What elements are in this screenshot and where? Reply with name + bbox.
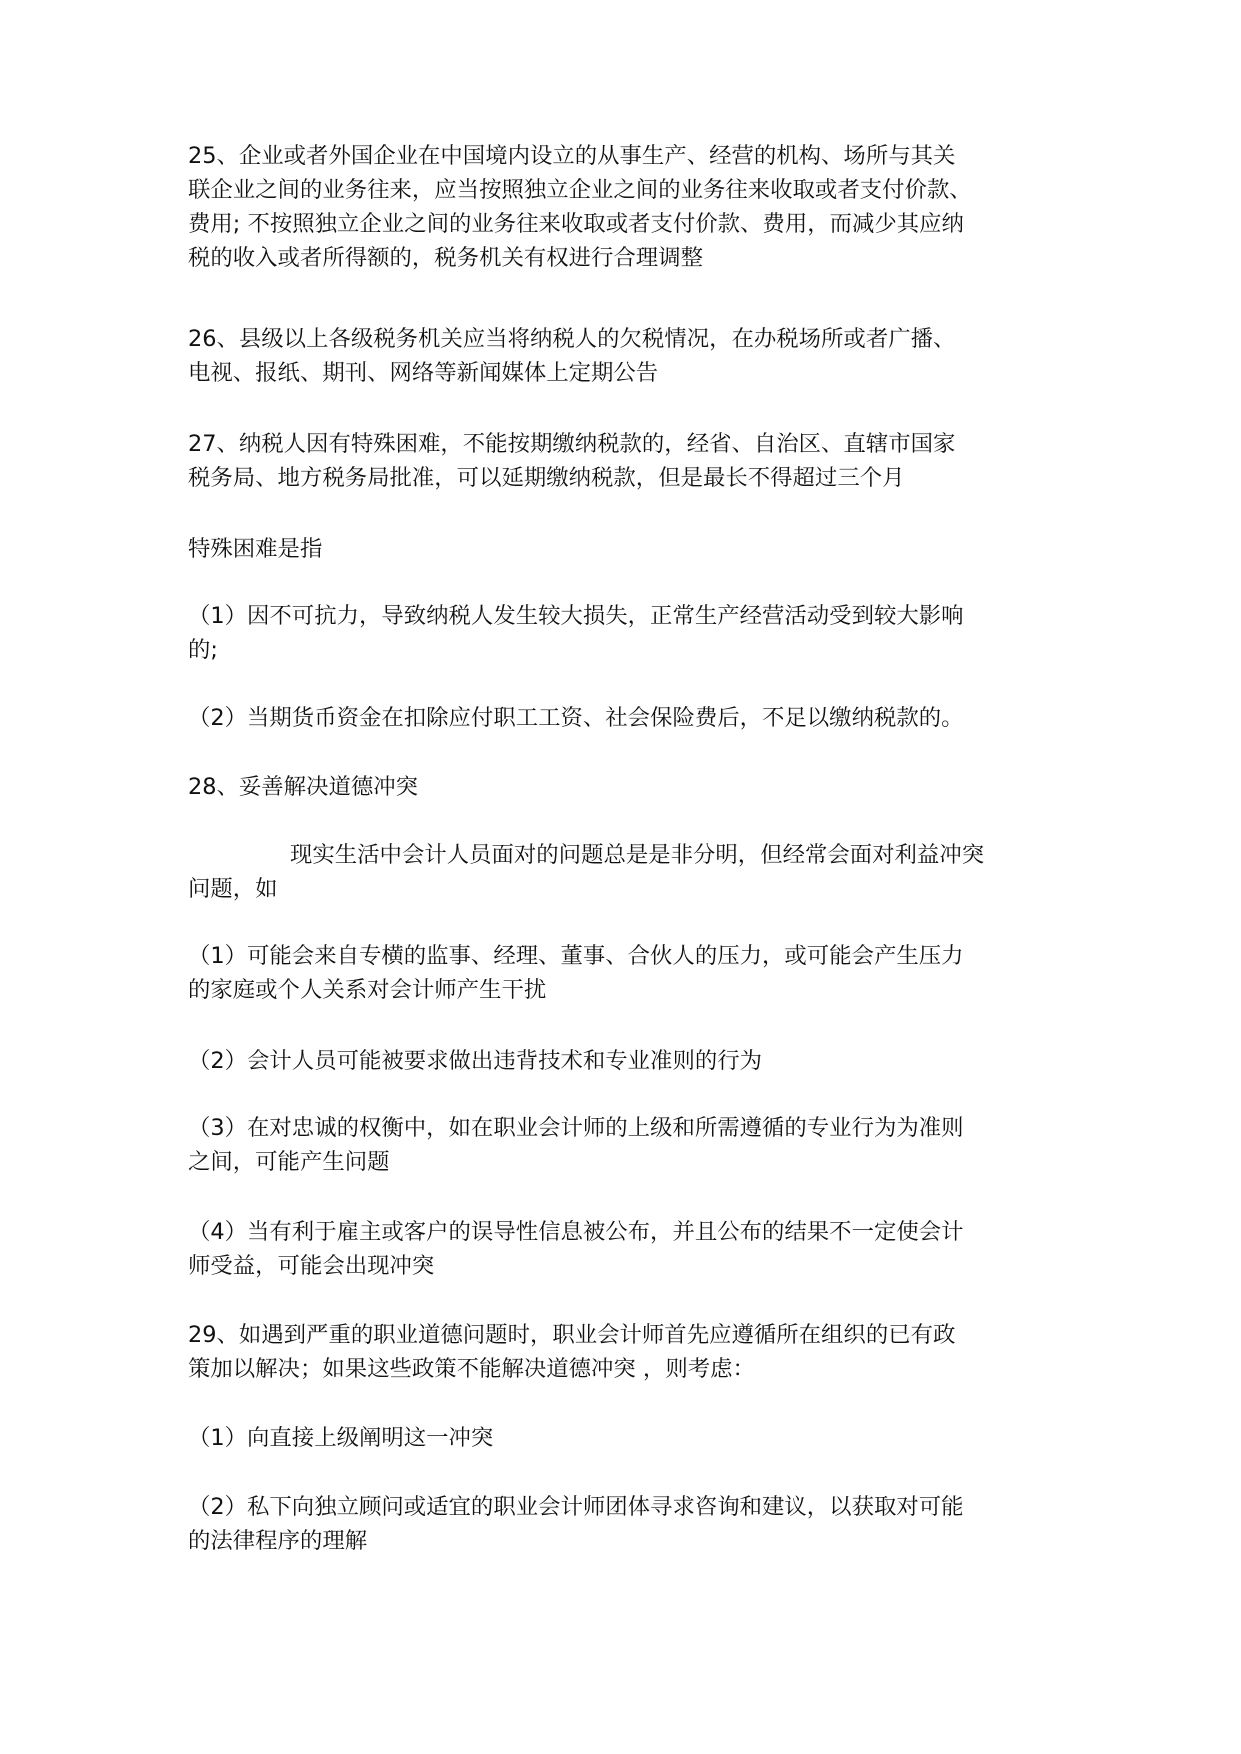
text-line: 的家庭或个人关系对会计师产生干扰	[188, 977, 547, 1003]
text-line: （2）私下向独立顾问或适宜的职业会计师团体寻求咨询和建议，以获取对可能	[188, 1494, 964, 1520]
text-line: （4）当有利于雇主或客户的误导性信息被公布，并且公布的结果不一定使会计	[188, 1219, 964, 1245]
text-line: 26、县级以上各级税务机关应当将纳税人的欠税情况，在办税场所或者广播、	[188, 326, 956, 352]
text-line: 费用; 不按照独立企业之间的业务往来收取或者支付价款、费用，而减少其应纳	[188, 211, 964, 237]
text-line: 之间，可能产生问题	[188, 1149, 390, 1175]
text-line: 25、企业或者外国企业在中国境内设立的从事生产、经营的机构、场所与其关	[188, 143, 956, 169]
text-line: 的法律程序的理解	[188, 1528, 368, 1554]
text-line: （2）当期货币资金在扣除应付职工工资、社会保险费后，不足以缴纳税款的。	[188, 705, 964, 731]
text-line: 27、纳税人因有特殊困难，不能按期缴纳税款的，经省、自治区、直辖市国家	[188, 431, 956, 457]
text-line: （3）在对忠诚的权衡中，如在职业会计师的上级和所需遵循的专业行为为准则	[188, 1115, 964, 1141]
text-line: 的;	[188, 637, 218, 663]
text-line: 29、如遇到严重的职业道德问题时，职业会计师首先应遵循所在组织的已有政	[188, 1322, 956, 1348]
text-line: 问题，如	[188, 876, 278, 902]
text-line: （2）会计人员可能被要求做出违背技术和专业准则的行为	[188, 1048, 763, 1074]
text-line: 电视、报纸、期刊、网络等新闻媒体上定期公告	[188, 360, 659, 386]
text-line: 现实生活中会计人员面对的问题总是是非分明，但经常会面对利益冲突	[290, 842, 985, 868]
text-line: （1）因不可抗力，导致纳税人发生较大损失，正常生产经营活动受到较大影响	[188, 603, 964, 629]
text-line: 联企业之间的业务往来，应当按照独立企业之间的业务往来收取或者支付价款、	[188, 177, 972, 203]
text-line: 税的收入或者所得额的，税务机关有权进行合理调整	[188, 245, 703, 271]
text-line: 特殊困难是指	[188, 536, 323, 562]
text-line: 税务局、地方税务局批准，可以延期缴纳税款，但是最长不得超过三个月	[188, 465, 905, 491]
text-line: （1）可能会来自专横的监事、经理、董事、合伙人的压力，或可能会产生压力	[188, 943, 964, 969]
text-line: 策加以解决；如果这些政策不能解决道德冲突 ，则考虑：	[188, 1356, 755, 1382]
text-line: 师受益，可能会出现冲突	[188, 1253, 435, 1279]
text-line: 28、妥善解决道德冲突	[188, 774, 419, 800]
text-line: （1）向直接上级阐明这一冲突	[188, 1425, 494, 1451]
